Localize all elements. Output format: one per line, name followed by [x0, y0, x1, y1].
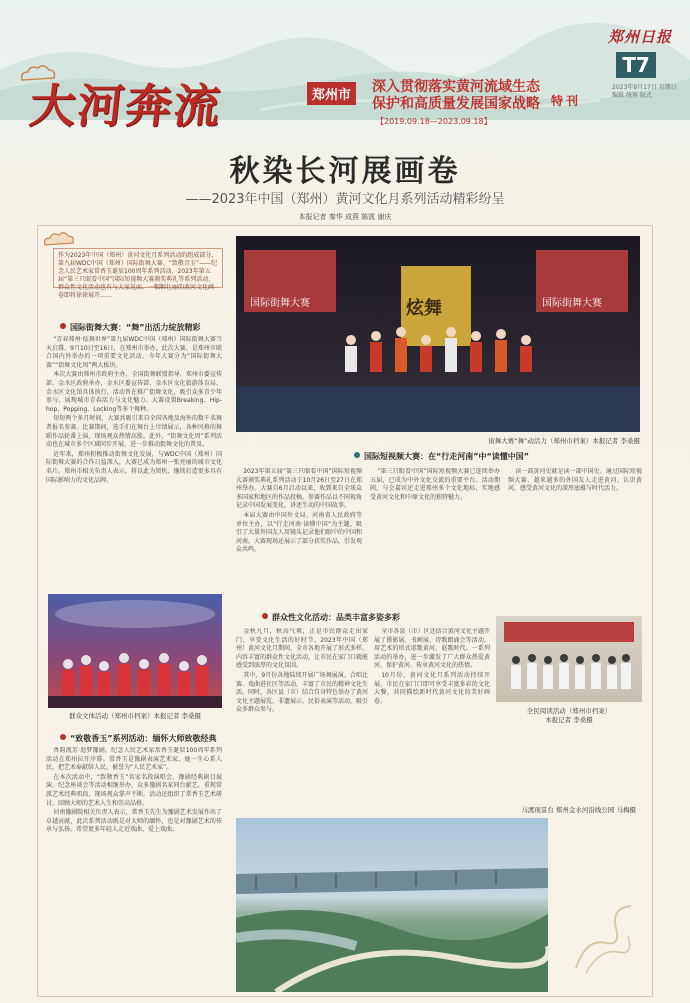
section-text-video-col1 — [236, 468, 362, 592]
cloud-ornament-icon — [42, 230, 76, 248]
svg-text:国际街舞大赛: 国际街舞大赛 — [250, 298, 310, 309]
performers-illustration — [48, 594, 222, 708]
section-text-opera — [46, 747, 222, 992]
masthead: 大河奔流 — [26, 79, 225, 133]
photo-river-park — [236, 818, 548, 992]
paragraph: 河南豫剧院相关负责人表示，常香玉先生为豫剧艺术发展作出了卓越贡献，此次系列活动既是对大师的缅怀，也是对豫剧艺术的传承与弘扬，希望更多年轻人走近戏曲、爱上戏曲。 — [46, 809, 222, 834]
theme-line-1: 深入贯彻落实黄河流域生态 — [372, 79, 540, 95]
special-tag: 特刊 — [551, 94, 582, 108]
paragraph: 读一部黄河史就是读一部中国史。通过国际短视频大赛，越来越多的外国友人走进黄河、认识黄河，感受黄河文化的深厚底蕴与时代活力。 — [508, 468, 642, 493]
city-tag: 郑州市 — [307, 82, 356, 105]
caption-river-photo: 马渡现景台 郑州金水河沿线公园 马梅摄 — [521, 806, 636, 814]
photo-dance-competition — [236, 236, 640, 432]
decorative-wave-icon — [566, 828, 646, 978]
caption-mass-photo: 全民阅读活动（郑州市档案） 本报记者 李桑摄 — [526, 707, 612, 724]
photo-mass-activity — [496, 616, 642, 702]
svg-text:炫舞: 炫舞 — [406, 298, 442, 319]
paragraph: “青春郑州·炫舞世界”第九届WDC中国（郑州）国际街舞大赛当天启幕，9月10日至16日，在郑州市举办。此次大赛，是郑州市联合国内外举办的一项重要文化活动。今年大赛分为“国际街舞大赛”“街舞文化周”两大板块。 — [46, 336, 222, 369]
paper-logo: 郑州日报 — [608, 28, 673, 46]
paragraph: 2023年第五届“第三只眼看中国”国际短视频大赛颁奖典礼系列活动于10月26日至27日在郑州举办。大赛自6月启动以来，收到来自全球众多国家和地区的作品投稿，参赛作品以不同视角记录中国发展变化，讲述生动的中国故事。 — [236, 468, 362, 510]
river-bridge-illustration — [236, 818, 548, 992]
section-text-video-col3 — [508, 468, 642, 592]
date-range: 【2019.09.18—2023.09.18】 — [376, 117, 492, 126]
section-text-dance — [46, 336, 222, 594]
paragraph: 在本次活动中，“致敬香玉”名家名段演唱会、豫剧经典剧目展演、纪念座谈会等活动相继举办，众多豫剧名家同台献艺，重现常派艺术经典唱段，现场观众掌声不断。活动还组织了常香玉艺术研讨，回顾大师的艺术人生和崇高品格。 — [46, 773, 222, 807]
paragraph: 本次大赛由郑州市政府主办，全国街舞联盟指导，郑州市委宣传部、金水区政府承办，金水区委宣传部、金水区文化旅游体育局、金水区文化馆具体执行，活动旨在推广街舞文化，吸引众多青少年参与，展现城市青春活力与文化魅力。大赛设置Breaking、Hip-hop、Popping、Locking等多个舞种。 — [46, 371, 222, 413]
lead-box: 作为2023年中国（郑州）黄河文化月系列活动的组成部分，第九届WDC中国（郑州）国际街舞大赛、“致敬音玉”——纪念人民艺术家常香玉诞辰100周年系列活动、2023年第五届“第三只眼看中国”国际短视频大赛颁奖典礼等系列活动，群众性文化活动也有与大家见面，一幅幅壮丽的黄河文化画卷即将徐徐展开…… — [53, 248, 223, 288]
theme-slogan — [372, 79, 557, 113]
paragraph: 10月份，黄河文化月系列活动持续开展，市民在家门口即可享受丰富多彩的文化大餐，共同描绘新时代黄河文化的美好画卷。 — [374, 671, 490, 705]
paragraph: 香韵流芳·追梦豫剧。纪念人民艺术家常香玉诞辰100周年系列活动在郑州拉开序幕。常香玉是豫剧表演艺术家，她一生心系人民，把艺术奉献给人民，被誉为“人民艺术家”。 — [46, 747, 222, 772]
section-heading-video: 国际短视频大赛：在“行走河南”中“读懂中国” — [354, 451, 529, 462]
paragraph: 其中，9月份各地陆续开展广场舞展演、合唱比赛、戏曲进社区等活动，丰富了市民的精神文化生活。同时，各区县（市）结合自身特色举办了黄河文化主题展览、非遗展示、民俗表演等活动，吸引众多群众参与。 — [236, 671, 368, 714]
page-number: T7 — [616, 52, 656, 78]
group-photo-illustration — [496, 616, 642, 702]
paragraph: 金秋九月，秋高气爽，正是市民群众走出家门、享受文化生活的好时节。2023年中国（郑州）黄河文化月期间，全市各地开展了形式多样、内容丰富的群众性文化活动，让市民在家门口就能感受到浓厚的文化氛围。 — [236, 628, 368, 670]
section-text-video-col2 — [370, 468, 500, 592]
section-text-mass-col1 — [236, 628, 368, 796]
article-reporters: 本报记者 秦华 成燕 陈凯 谢庆 — [298, 213, 392, 221]
issue-info: 2023年9月17日 星期日 编辑 统筹 版式 — [612, 84, 677, 99]
dance-stage-illustration — [236, 236, 640, 432]
paragraph: 本届大赛由中国外文局、河南省人民政府等单位主办，以“行走河南·读懂中国”为主题，吸引了大量外国友人用镜头记录他们眼中的中国和河南。大赛现场还展示了部分获奖作品，引发观众共鸣。 — [236, 511, 362, 554]
section-heading-dance: 国际街舞大赛：“舞”出活力绽放精彩 — [60, 322, 201, 333]
caption-dance-photo: 街舞大赛“舞”动活力（郑州市档案）本报记者 李桑摄 — [488, 437, 640, 445]
paragraph: 近年来，郑州积极推动街舞文化发展，与WDC中国（郑州）国际街舞大赛的合作日益深入，大赛已成为郑州一张亮丽的城市文化名片。郑州市相关负责人表示，将以此为契机，继续打造更多具有国际影响力的文化品牌。 — [46, 450, 222, 484]
section-heading-mass: 群众性文化活动：品类丰富多姿多彩 — [262, 612, 400, 623]
section-heading-opera: “致敬香玉”系列活动：缅怀大师致敬经典 — [60, 733, 217, 744]
svg-text:国际街舞大赛: 国际街舞大赛 — [542, 298, 602, 309]
photo-opera-performance — [48, 594, 222, 708]
paragraph: 短短两个多月时间，大赛共吸引来自全国各地及海外的数千名舞者报名参赛。比赛期间，选手们在舞台上尽情展示，各种风格的舞蹈作品轮番上演，现场观众热情高涨。此外，“街舞文化周”系列活动也在城市多个区域同步开展，进一步推动街舞文化的普及。 — [46, 415, 222, 449]
article-subtitle: ——2023年中国（郑州）黄河文化月系列活动精彩纷呈 — [185, 192, 505, 207]
paragraph: 全市各县（市）区还结合黄河文化主题开展了摄影展、书画展、诗歌朗诵会等活动，用艺术的形式讴歌黄河、讴歌时代。一系列活动的举办，进一步激发了广大群众热爱黄河、保护黄河、传承黄河文化的热情。 — [374, 628, 490, 670]
theme-line-2: 保护和高质量发展国家战略 — [372, 96, 540, 112]
paragraph: “第三只眼看中国”国际短视频大赛已连续举办五届，已成为中外文化交流的重要平台。活动期间，与会嘉宾还走进郑州多个文化地标，实地感受黄河文化和中原文化的独特魅力。 — [370, 468, 500, 501]
article-title: 秋染长河展画卷 — [229, 154, 461, 189]
caption-opera-photo: 群众文体活动（郑州市档案）本报记者 李桑摄 — [68, 712, 202, 720]
section-text-mass-col2 — [374, 628, 490, 796]
